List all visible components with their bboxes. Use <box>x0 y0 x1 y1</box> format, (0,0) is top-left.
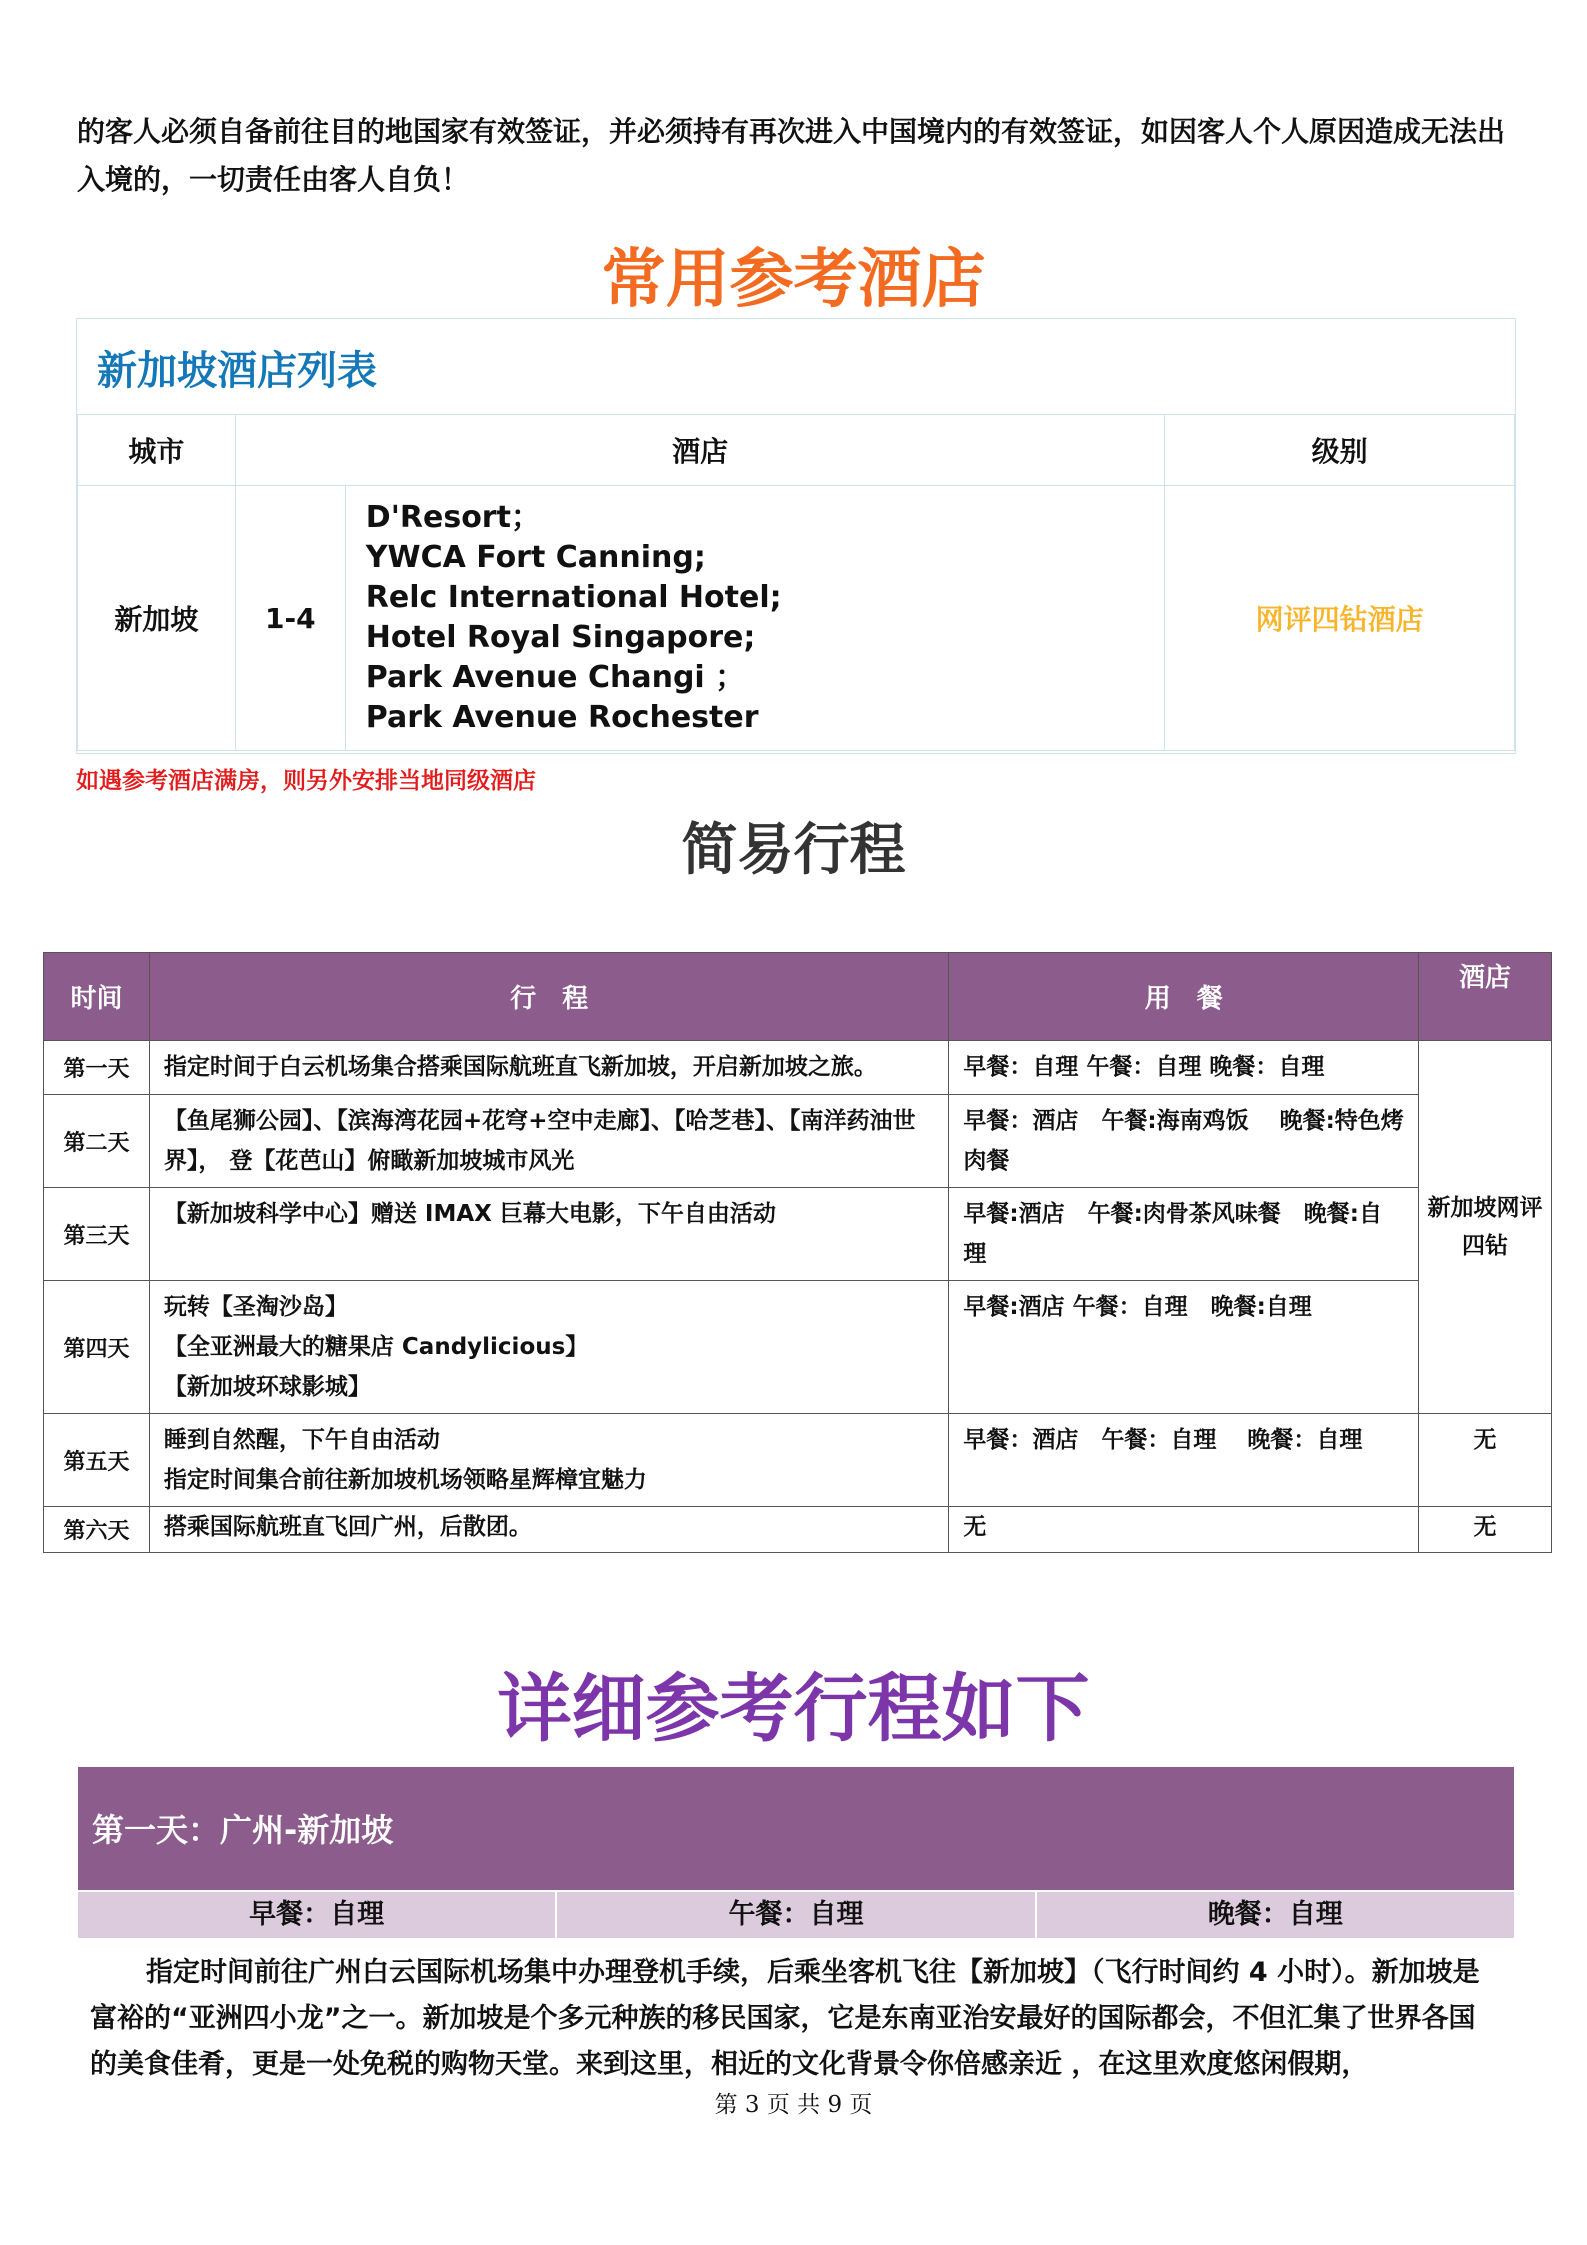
itinerary-row <box>44 1507 1552 1553</box>
hotel-note: 如遇参考酒店满房，则另外安排当地同级酒店 <box>76 768 536 794</box>
day-label: 第二天 <box>44 1095 150 1188</box>
hotel-list-caption: 新加坡酒店列表 <box>97 348 377 394</box>
meals-text: 早餐：酒店 午餐：自理 晚餐：自理 <box>949 1414 1419 1507</box>
itinerary-row <box>44 1095 1552 1188</box>
route-text: 睡到自然醒，下午自由活动 <box>163 1427 440 1453</box>
day-label: 第三天 <box>44 1188 150 1281</box>
page-footer: 第 3 页 共 9 页 <box>714 2092 873 2118</box>
itinerary-header-time: 时间 <box>44 953 150 1041</box>
visa-notice: 的客人必须自备前往目的地国家有效签证，并必须持有再次进入中国境内的有效签证，如因客人个人原因造成无法出入境的，一切责任由客人自负！ <box>77 115 1506 196</box>
route-text: 指定时间于白云机场集合搭乘国际航班直飞新加坡，开启新加坡之旅。 <box>163 1054 877 1080</box>
route-text: 【全亚洲最大的糖果店 Candylicious】 <box>163 1334 589 1360</box>
meals-text: 早餐:酒店 午餐：自理 晚餐:自理 <box>949 1281 1419 1414</box>
itinerary-row <box>44 1188 1552 1281</box>
hotel-list-box <box>76 318 1516 754</box>
day1-lunch: 午餐：自理 <box>557 1892 1036 1938</box>
hotel-nights: 1-4 <box>235 486 345 751</box>
day-label: 第四天 <box>44 1281 150 1414</box>
hotel-level: 网评四钻酒店 <box>1165 486 1515 751</box>
hotel-text: 无 <box>1419 1507 1552 1553</box>
hotel-header-level: 级别 <box>1165 415 1515 486</box>
hotel-header-hotel: 酒店 <box>235 415 1164 486</box>
route-text: 玩转【圣淘沙岛】 <box>163 1294 348 1320</box>
meals-text: 无 <box>949 1507 1419 1553</box>
route-text: 指定时间集合前往新加坡机场领略星辉樟宜魅力 <box>163 1467 647 1493</box>
itinerary-row <box>44 1414 1552 1507</box>
itinerary-row <box>44 1281 1552 1414</box>
hotel-name: Park Avenue Changi ； <box>365 660 746 695</box>
hotel-name: Hotel Royal Singapore; <box>365 620 756 655</box>
day-label: 第五天 <box>44 1414 150 1507</box>
hotel-name: YWCA Fort Canning; <box>365 540 706 575</box>
hotel-text: 无 <box>1419 1414 1552 1507</box>
hotel-header-city: 城市 <box>78 415 236 486</box>
meals-text: 早餐:酒店 午餐:肉骨茶风味餐 晚餐:自理 <box>949 1188 1419 1281</box>
itinerary-header-hotel: 酒店 <box>1419 953 1552 1041</box>
day1-dinner: 晚餐：自理 <box>1207 1899 1343 1930</box>
hotel-table <box>77 414 1515 751</box>
day-label: 第六天 <box>44 1507 150 1553</box>
day1-title: 第一天：广州-新加坡 <box>92 1811 394 1849</box>
route-text: 【新加坡科学中心】赠送 IMAX 巨幕大电影，下午自由活动 <box>163 1201 776 1227</box>
hotel-section-title: 常用参考酒店 <box>601 243 986 317</box>
hotel-name: Relc International Hotel; <box>365 580 782 615</box>
hotel-name: Park Avenue Rochester <box>365 700 759 735</box>
detail-title: 详细参考行程如下 <box>497 1666 1090 1752</box>
route-text: 【新加坡环球影城】 <box>163 1374 371 1400</box>
route-text: 【鱼尾狮公园】、【滨海湾花园+花穹+空中走廊】、【哈芝巷】、【南洋药油世界】， 登【花芭山】俯瞰新加坡城市风光 <box>163 1108 916 1174</box>
hotel-name: D'Resort； <box>365 500 541 535</box>
hotel-names <box>345 486 1164 751</box>
itinerary-table <box>43 952 1552 1553</box>
day1-breakfast: 早餐：自理 <box>78 1892 557 1938</box>
itinerary-header-meals: 用 餐 <box>949 953 1419 1041</box>
hotel-city: 新加坡 <box>78 486 236 751</box>
day1-header <box>78 1767 1514 1890</box>
day1-meals <box>78 1892 1514 1938</box>
day-label: 第一天 <box>44 1041 150 1095</box>
shared-hotel: 新加坡网评四钻 <box>1419 1041 1552 1414</box>
meals-text: 早餐：酒店 午餐:海南鸡饭 晚餐:特色烤肉餐 <box>949 1095 1419 1188</box>
simple-itinerary-title: 简易行程 <box>681 818 906 883</box>
itinerary-header-route: 行 程 <box>149 953 948 1041</box>
day1-description: 指定时间前往广州白云国际机场集中办理登机手续，后乘坐客机飞往【新加坡】（飞行时间约 4 小时）。新加坡是富裕的“亚洲四小龙”之一。新加坡是个多元种族的移民国家，它是东南亚治安最好的国际都会，不但汇集了世界各国的美食佳肴，更是一处免税的购物天堂。来到这里，相近的文化背景令你倍感亲近 ，在这里欢度悠闲假期， <box>90 1957 1480 2080</box>
meals-text: 早餐：自理 午餐：自理 晚餐：自理 <box>949 1041 1419 1095</box>
route-text: 搭乘国际航班直飞回广州，后散团。 <box>163 1514 532 1540</box>
itinerary-row <box>44 1041 1552 1095</box>
